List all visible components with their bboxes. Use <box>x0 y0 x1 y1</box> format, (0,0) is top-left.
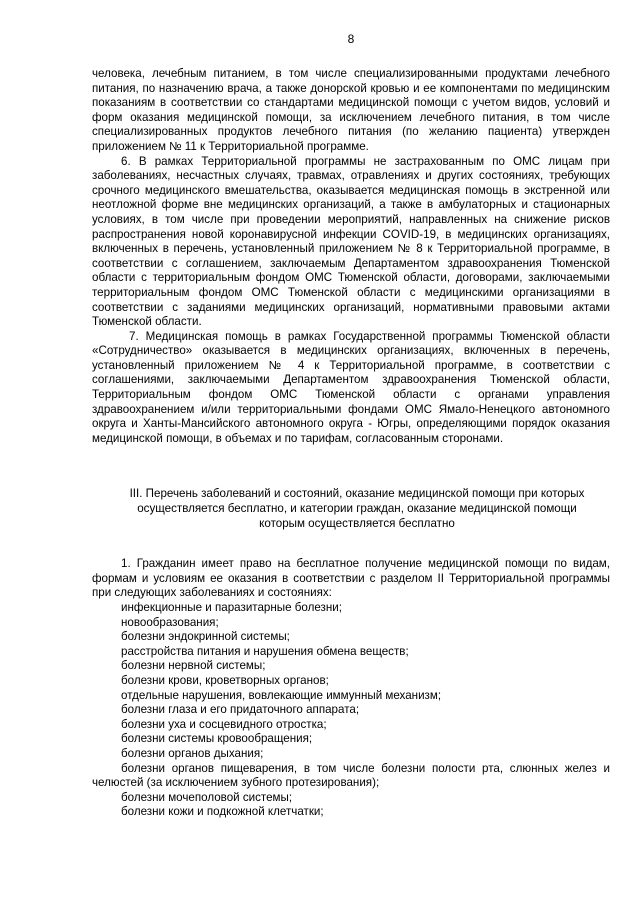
list-item: болезни уха и сосцевидного отростка; <box>121 717 327 731</box>
list-item: болезни мочеполовой системы; <box>121 790 293 804</box>
document-page <box>92 0 610 905</box>
list-item: болезни кожи и подкожной клетчатки; <box>121 805 324 819</box>
list-item: инфекционные и паразитарные болезни; <box>121 601 342 614</box>
list-item: болезни крови, кроветворных органов; <box>121 673 329 687</box>
section-3-paragraph-1: 1. Гражданин имеет право на бесплатное получение медицинской помощи по видам, формам и условиям ее оказания в соответствии с разделом II Территориальной программы при следующих заболеваниях и состояниях: <box>92 557 610 600</box>
list-item: отдельные нарушения, вовлекающие иммунный механизм; <box>121 688 442 702</box>
list-item: болезни эндокринной системы; <box>121 630 290 644</box>
section-3-title: III. Перечень заболеваний и состояний, оказание медицинской помощи при которых осуществляется бесплатно, и категории граждан, оказание медицинской помощи которым осуществляется бесплатно <box>129 487 585 530</box>
document-body <box>92 67 610 820</box>
page-number: 8 <box>347 32 355 46</box>
paragraph-6: 6. В рамках Территориальной программы не застрахованным по ОМС лицам при заболеваниях, несчастных случаях, травмах, отравлениях и других состояниях, требующих срочного медицинского вмешательства, оказывается медицинская помощь в экстренной или неотложной форме вне медицинских организаций, а также в амбулаторных и стационарных условиях, в том числе при проведении мероприятий, направленных на снижение рисков распространения новой коронавирусной инфекции COVID-19, в медицинских организациях, включенных в перечень, установленный приложением № 8 к Территориальной программе, в соответствии с соглашением, заключаемым Департаментом здравоохранения Тюменской области с территориальным фондом ОМС Тюменской области, договорами, заключаемыми территориальным фондом ОМС Тюменской области с медицинскими организациями в соответствии с заданиями медицинских организаций, нормативными правовыми актами Тюменской области. <box>92 154 610 329</box>
list-item: болезни нервной системы; <box>121 659 266 673</box>
disease-list <box>92 601 610 820</box>
paragraph-7: 7. Медицинская помощь в рамках Государственной программы Тюменской области «Сотрудничество» оказывается в медицинских организациях, включенных в перечень, установленный приложением № 4 к Территориальной программе, в соответствии с соглашениями, заключаемыми Департаментом здравоохранения Тюменской области, Территориальным фондом ОМС Тюменской области с органами управления здравоохранением и/или территориальными фондами ОМС Ямало-Ненецкого автономного округа и Ханты-Мансийского автономного округа - Югры, определяющими порядок оказания медицинской помощи, в объемах и по тарифам, согласованным сторонами. <box>92 329 610 445</box>
list-item: болезни глаза и его придаточного аппарата; <box>121 703 360 717</box>
list-item: болезни органов пищеварения, в том числе болезни полости рта, слюнных желез и челюстей (за исключением зубного протезирования); <box>92 761 610 790</box>
list-item: новообразования; <box>121 615 219 629</box>
spacer <box>92 531 610 557</box>
list-item: расстройства питания и нарушения обмена веществ; <box>121 644 409 658</box>
list-item: болезни органов дыхания; <box>121 746 264 760</box>
paragraph-continuation: человека, лечебным питанием, в том числе специализированными продуктами лечебного питания, по назначению врача, а также донорской кровью и ее компонентами по медицинским показаниям в соответствии со стандартами медицинской помощи с учетом видов, условий и форм оказания медицинской помощи, за исключением лечебного питания, в том числе специализированных продуктов лечебного питания (по желанию пациента) утвержден приложением № 11 к Территориальной программе. <box>92 67 610 153</box>
list-item: болезни системы кровообращения; <box>121 732 313 746</box>
